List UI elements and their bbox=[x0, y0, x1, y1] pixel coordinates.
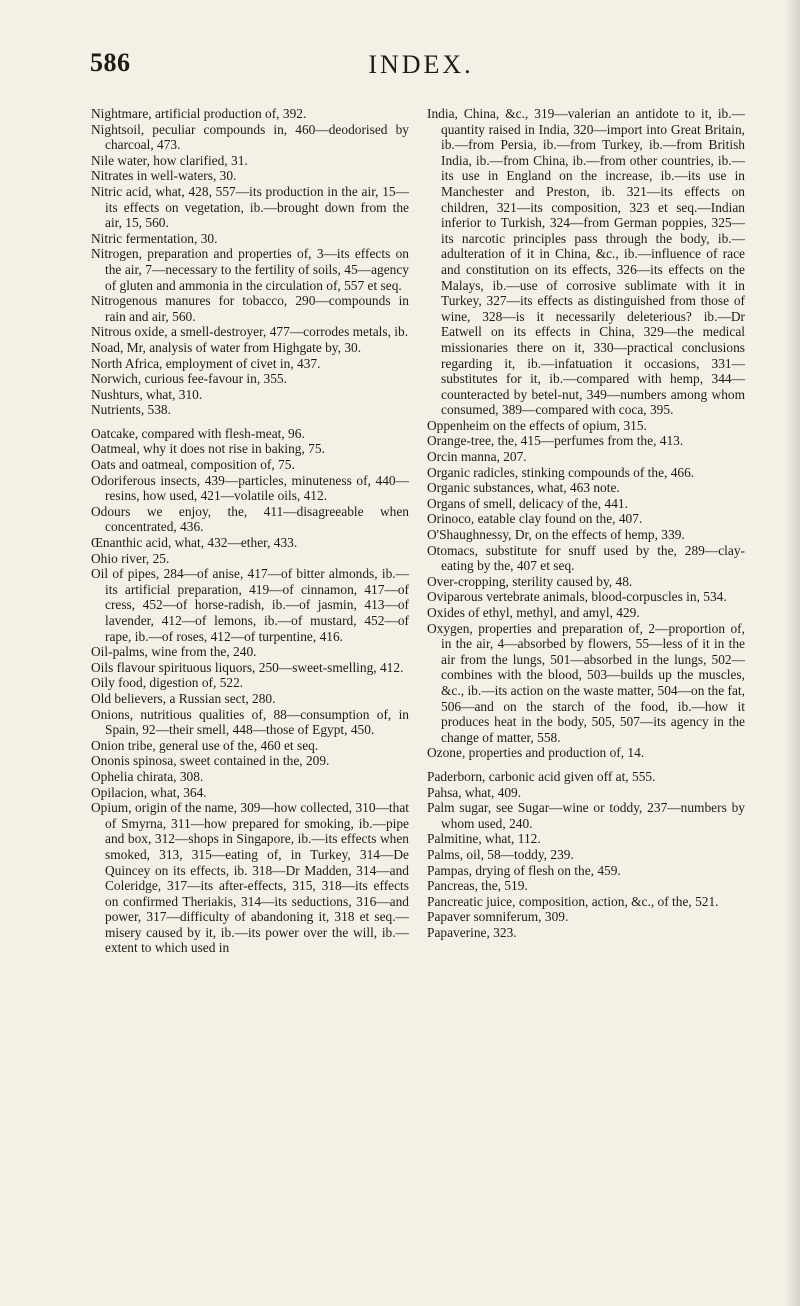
index-entry: North Africa, employment of civet in, 437. bbox=[91, 355, 321, 371]
index-entry: Pancreas, the, 519. bbox=[427, 878, 528, 894]
index-entry: Opium, origin of the name, 309—how collected, 310—that of Smyrna, 311—how prepared for smoking, ib.—pipe and box, 312—shops in Singapore, ib.—its effects when smoked, 313, 315—eating of, in Turkey, 314—De Quincey on its effects, ib. 318—Dr Madden, 314—and Coleridge, 317—its after-effects, 315, 318—its effects on confirmed Theriakis, 314—its seductions, 316—and power, 317—difficulty of abandoning it, 318 et seq.—misery caused by it, ib.—its power over the will, ib.—extent to which used in bbox=[91, 800, 409, 956]
index-entry: Oily food, digestion of, 522. bbox=[91, 675, 244, 691]
index-entry: Nitrates in well-waters, 30. bbox=[91, 168, 237, 184]
index-entry: Nitrogenous manures for tobacco, 290—compounds in rain and air, 560. bbox=[91, 293, 409, 324]
index-entry: Ophelia chirata, 308. bbox=[91, 768, 204, 784]
index-entry: Odoriferous insects, 439—particles, minuteness of, 440—resins, how used, 421—volatile oils, 412. bbox=[91, 472, 409, 504]
index-entry: Oil-palms, wine from the, 240. bbox=[91, 644, 257, 660]
index-entry: India, China, &c., 319—valerian an antidote to it, ib.—quantity raised in India, 320—import into Great Britain, ib.—from Persia, ib.—from Turkey, ib.—from British India, ib.—from China, ib.—from other countries, ib.—its use in England on the increase, ib.—its use in Manchester and Preston, ib. 321—its effects on children, 321—its composition, 323 et seq.—Indian inferior to Turkish, 324—from German poppies, 325—its narcotic principles pass through the body, ib.—adulteration of it in China, &c., ib.—influence of race and constitution on its effects, 326—its effects on the Malays, ib.—use of corrosive sublimate with it in Turkey, 327—its effects as distinguished from those of wine, 328—is it necessarily deleterious? ib.—Dr Eatwell on its effects in China, 329—the medical missionaries there on it, 330—practical conclusions regarding it, ib.—infatuation it occasions, 331—substitutes for it, ib.—compared with hemp, 344—counteracted by betel-nut, 349—numbers among whom consumed, 389—compared with coca, 395. bbox=[427, 106, 745, 418]
index-entry: Ozone, properties and production of, 14. bbox=[427, 745, 645, 761]
index-entry: Oils flavour spirituous liquors, 250—sweet-smelling, 412. bbox=[91, 659, 404, 675]
index-entry: Papaver somniferum, 309. bbox=[427, 909, 569, 925]
index-column-left bbox=[91, 106, 409, 956]
index-entry: Oatmeal, why it does not rise in baking, 75. bbox=[91, 441, 325, 457]
index-entry: Pahsa, what, 409. bbox=[427, 784, 522, 800]
index-entry: Nightmare, artificial production of, 392. bbox=[91, 106, 307, 121]
index-entry: Organic radicles, stinking compounds of the, 466. bbox=[427, 464, 695, 480]
index-entry: Oxygen, properties and preparation of, 2—proportion of, in the air, 4—absorbed by flowers, 55—less of it in the air from the lungs, 501—absorbed in the lungs, 502—combines with the blood, 503—builds up the muscles, &c., ib.—its action on the waste matter, 504—on the fat, 506—and on the starch of the food, ib.—how it produces heat in the body, 505, 507—its agency in the change of matter, 558. bbox=[427, 620, 745, 745]
index-entry: Ononis spinosa, sweet contained in the, 209. bbox=[91, 753, 330, 769]
index-entry: Oppenheim on the effects of opium, 315. bbox=[427, 417, 647, 433]
page-edge-shadow bbox=[784, 0, 800, 1306]
index-column-right bbox=[427, 106, 745, 940]
index-entry: Odours we enjoy, the, 411—disagreeable when concentrated, 436. bbox=[91, 503, 409, 535]
index-entry: Palms, oil, 58—toddy, 239. bbox=[427, 846, 574, 862]
index-entry: Orcin manna, 207. bbox=[427, 449, 527, 465]
running-title: INDEX. bbox=[368, 50, 474, 79]
index-entry: Paderborn, carbonic acid given off at, 555. bbox=[427, 768, 656, 784]
index-entry: Onions, nutritious qualities of, 88—consumption of, in Spain, 92—their smell, 448—those of Egypt, 450. bbox=[91, 706, 409, 738]
index-entry: Papaverine, 323. bbox=[427, 924, 517, 940]
index-entry: Organs of smell, delicacy of the, 441. bbox=[427, 495, 628, 511]
index-entry: Pancreatic juice, composition, action, &c., of the, 521. bbox=[427, 893, 719, 909]
index-entry: Oats and oatmeal, composition of, 75. bbox=[91, 457, 295, 473]
index-entry: Nightsoil, peculiar compounds in, 460—deodorised by charcoal, 473. bbox=[91, 121, 409, 153]
index-entry: Oviparous vertebrate animals, blood-corpuscles in, 534. bbox=[427, 589, 727, 605]
index-entry: Over-cropping, sterility caused by, 48. bbox=[427, 573, 633, 589]
index-entry: Otomacs, substitute for snuff used by the, 289—clay-eating by the, 407 et seq. bbox=[427, 542, 745, 574]
index-entry: Norwich, curious fee-favour in, 355. bbox=[91, 371, 287, 387]
index-entry: Palmitine, what, 112. bbox=[427, 831, 541, 847]
index-entry: Oil of pipes, 284—of anise, 417—of bitter almonds, ib.—its artificial preparation, 419—of cinnamon, 417—of cress, 452—of horse-radish, ib.—of jasmin, 413—of lavender, 412—of lemons, ib.—of mustard, 452—of rape, ib.—of roses, 412—of turpentine, 416. bbox=[91, 566, 409, 644]
index-entry: Noad, Mr, analysis of water from Highgate by, 30. bbox=[91, 339, 362, 355]
index-entry: Nushturs, what, 310. bbox=[91, 386, 203, 402]
index-entry: Ohio river, 25. bbox=[91, 550, 170, 566]
index-entry: Oatcake, compared with flesh-meat, 96. bbox=[91, 425, 305, 441]
page-number: 586 bbox=[90, 48, 131, 77]
index-entry: Old believers, a Russian sect, 280. bbox=[91, 690, 276, 706]
index-entry: O'Shaughnessy, Dr, on the effects of hemp, 339. bbox=[427, 527, 685, 543]
index-entry: Nitric fermentation, 30. bbox=[91, 230, 218, 246]
index-entry: Orange-tree, the, 415—perfumes from the, 413. bbox=[427, 433, 684, 449]
index-entry: Nitrogen, preparation and properties of, 3—its effects on the air, 7—necessary to the fertility of soils, 45—agency of gluten and ammonia in the circulation of, 557 et seq. bbox=[91, 246, 409, 293]
index-entry: Opilacion, what, 364. bbox=[91, 784, 207, 800]
index-entry: Oxides of ethyl, methyl, and amyl, 429. bbox=[427, 605, 640, 620]
index-entry: Organic substances, what, 463 note. bbox=[427, 480, 620, 496]
index-entry: Nitrous oxide, a smell-destroyer, 477—corrodes metals, ib. bbox=[91, 324, 409, 340]
index-entry: Œnanthic acid, what, 432—ether, 433. bbox=[91, 535, 298, 551]
index-entry: Nitric acid, what, 428, 557—its production in the air, 15—its effects on vegetation, ib.—brought down from the air, 15, 560. bbox=[91, 183, 409, 231]
index-entry: Onion tribe, general use of the, 460 et seq. bbox=[91, 737, 319, 753]
index-entry: Nile water, how clarified, 31. bbox=[91, 152, 248, 168]
page-header bbox=[90, 48, 752, 88]
index-entry: Pampas, drying of flesh on the, 459. bbox=[427, 862, 621, 878]
index-entry: Orinoco, eatable clay found on the, 407. bbox=[427, 511, 643, 527]
index-entry: Palm sugar, see Sugar—wine or toddy, 237—numbers by whom used, 240. bbox=[427, 800, 745, 831]
index-entry: Nutrients, 538. bbox=[91, 402, 171, 418]
